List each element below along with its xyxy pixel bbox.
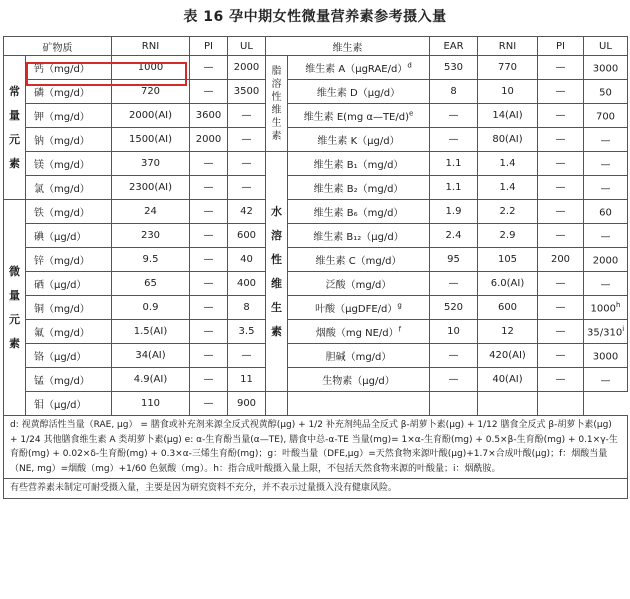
footnote-row [4,416,628,479]
vitamin-ul [584,248,628,272]
vitamin-rni: 1.4 [478,176,538,200]
table-row [4,392,628,416]
footnote-text: d: 视黄醇活性当量（RAE, μg） = 膳食或补充剂来源全反式视黄醇(μg) + 1/2 补充剂纯品全反式 β-胡萝卜素(μg) + 1/12 膳食全反式 β-胡萝卜素(μg) + 1/24 其他膳食维生素 A 类胡萝卜素(μg) e: α-生育酚当量(α—TE), 膳食中总-α-TE 当量(mg)= 1×α-生育酚(mg) + 0.5×β-生育酚(mg) + 0.1×γ-生育酚(mg) + 0.02×δ-生育酚(mg) + 0.3×α-三烯生育酚(mg)；g：叶酸当量（DFE,μg）=天然食物来源叶酸(μg)+1.7×合成叶酸(μg)；f：烟酸当量（NE, mg）=烟酸（mg）+1/60 色氨酸（mg）。h：指合成叶酸摄入量上限，不包括天然食物来源的叶酸量；i：烟酰胺。 [4,416,628,479]
vitamin-ear: — [430,128,478,152]
vitamin-name [288,344,430,368]
vitamin-name [288,272,430,296]
vitamin-ul-text: 700 [595,111,616,123]
category-macro-elements: 常量元素 [4,56,26,200]
vitamin-rni: 10 [478,80,538,104]
table-row [4,296,628,320]
mineral-name: 铁（mg/d） [26,200,112,224]
mineral-ul: — [228,176,266,200]
vitamin-name-text: 胆碱（mg/d） [325,352,392,363]
empty-cell [478,392,538,416]
vitamin-name-footnote-mark: d [407,61,412,70]
vitamin-ear: — [430,368,478,392]
vitamin-ear: 1.1 [430,152,478,176]
category-trace-elements: 微量元素 [4,200,26,416]
vitamin-ul-footnote-mark: h [616,300,621,309]
header-rni: RNI [112,37,190,56]
mineral-ul: 11 [228,368,266,392]
mineral-pi: — [190,320,228,344]
mineral-name: 铬（μg/d） [26,344,112,368]
mineral-pi: 2000 [190,128,228,152]
table-title: 表 16 孕中期女性微量营养素参考摄入量 [183,9,447,25]
vitamin-name [288,248,430,272]
mineral-ul: 600 [228,224,266,248]
table-row [4,344,628,368]
mineral-rni: 2300(AI) [112,176,190,200]
vitamin-ul-text: 3000 [592,351,619,363]
vitamin-pi: — [538,272,584,296]
mineral-rni: 110 [112,392,190,416]
vitamin-ul-text: — [600,183,611,195]
vitamin-ul-text: 1000 [590,303,616,315]
vitamin-name [288,200,430,224]
header-vitamins: 维生素 [266,37,430,56]
vitamin-ul [584,368,628,392]
vitamin-ear: — [430,272,478,296]
table-row [4,128,628,152]
mineral-pi: — [190,80,228,104]
mineral-name: 钼（μg/d） [26,392,112,416]
mineral-name: 铜（mg/d） [26,296,112,320]
table-row [4,176,628,200]
vitamin-ul-text: — [600,135,611,147]
header-ear: EAR [430,37,478,56]
vitamin-pi: — [538,80,584,104]
mineral-pi: 3600 [190,104,228,128]
vitamin-name-text: 生物素（μg/d） [322,376,395,387]
vitamin-ul-text: 60 [599,207,612,219]
vitamin-ul-footnote-mark: i [622,324,625,333]
mineral-rni: 2000(AI) [112,104,190,128]
vitamin-name [288,152,430,176]
vitamin-ul-text: — [600,231,611,243]
empty-cell [430,392,478,416]
vitamin-name-text: 维生素 E(mg α—TE/d) [303,112,409,123]
mineral-ul: 2000 [228,56,266,80]
vitamin-name [288,128,430,152]
category-fat-soluble: 脂溶性维生素 [266,56,288,152]
vitamin-rni: 1.4 [478,152,538,176]
vitamin-name-text: 叶酸（μgDFE/d） [315,304,398,315]
vitamin-ul [584,200,628,224]
vitamin-rni: 105 [478,248,538,272]
mineral-name: 钾（mg/d） [26,104,112,128]
table-row [4,272,628,296]
vitamin-ul [584,272,628,296]
vitamin-name [288,56,430,80]
mineral-rni: 720 [112,80,190,104]
mineral-rni: 4.9(AI) [112,368,190,392]
vitamin-pi: — [538,152,584,176]
vitamin-name-footnote-mark: e [409,109,414,118]
vitamin-ear: — [430,344,478,368]
mineral-pi: — [190,248,228,272]
vitamin-name-footnote-mark: f [398,325,402,334]
table-row [4,104,628,128]
vitamin-rni: 6.0(AI) [478,272,538,296]
mineral-name: 锰（mg/d） [26,368,112,392]
mineral-ul: 3500 [228,80,266,104]
table-row [4,56,628,80]
vitamin-ear: 1.1 [430,176,478,200]
vitamin-pi: — [538,296,584,320]
nutrient-table [3,36,628,499]
note-text: 有些营养素未制定可耐受摄入量，主要是因为研究资料不充分，并不表示过量摄入没有健康风险。 [4,479,628,499]
mineral-rni: 0.9 [112,296,190,320]
table-row [4,368,628,392]
vitamin-rni: 40(AI) [478,368,538,392]
mineral-name: 磷（mg/d） [26,80,112,104]
vitamin-ear: 2.4 [430,224,478,248]
vitamin-rni: 12 [478,320,538,344]
vitamin-rni: 770 [478,56,538,80]
vitamin-pi: — [538,368,584,392]
mineral-pi: — [190,200,228,224]
mineral-name: 硒（μg/d） [26,272,112,296]
vitamin-ul [584,224,628,248]
mineral-ul: 400 [228,272,266,296]
mineral-rni: 1.5(AI) [112,320,190,344]
header-minerals: 矿物质 [4,37,112,56]
vitamin-ul-text: 50 [599,87,612,99]
vitamin-pi: — [538,344,584,368]
mineral-pi: — [190,296,228,320]
vitamin-pi: — [538,104,584,128]
vitamin-ul [584,104,628,128]
vitamin-ul [584,176,628,200]
vitamin-ul [584,320,628,344]
vitamin-rni: 14(AI) [478,104,538,128]
mineral-pi: — [190,224,228,248]
vitamin-ul [584,56,628,80]
mineral-pi: — [190,152,228,176]
vitamin-pi: — [538,128,584,152]
header-vit-ul: UL [584,37,628,56]
vitamin-rni: 600 [478,296,538,320]
mineral-pi: — [190,176,228,200]
header-row [4,37,628,56]
vitamin-name-text: 维生素 B₂（mg/d） [313,184,404,195]
mineral-rni: 230 [112,224,190,248]
vitamin-ul [584,80,628,104]
mineral-pi: — [190,344,228,368]
vitamin-rni: 2.9 [478,224,538,248]
vitamin-name-text: 维生素 B₆（mg/d） [313,208,404,219]
vitamin-name [288,296,430,320]
table-row [4,248,628,272]
mineral-rni: 34(AI) [112,344,190,368]
vitamin-ul-text: 35/310 [587,327,623,339]
vitamin-name-text: 维生素 A（μgRAE/d） [305,64,408,75]
vitamin-name [288,176,430,200]
table-row [4,152,628,176]
vitamin-name-text: 维生素 C（mg/d） [315,256,402,267]
note-row [4,479,628,499]
header-pi: PI [190,37,228,56]
table-row [4,200,628,224]
vitamin-name-text: 泛酸（mg/d） [325,280,392,291]
mineral-pi: — [190,56,228,80]
vitamin-pi: 200 [538,248,584,272]
mineral-ul: 3.5 [228,320,266,344]
mineral-rni: 65 [112,272,190,296]
empty-cell [538,392,584,416]
mineral-pi: — [190,368,228,392]
vitamin-name [288,224,430,248]
mineral-name: 镁（mg/d） [26,152,112,176]
category-water-soluble: 水溶性维生素 [266,152,288,392]
table-row [4,224,628,248]
mineral-pi: — [190,272,228,296]
vitamin-pi: — [538,224,584,248]
vitamin-name [288,320,430,344]
vitamin-name-text: 维生素 K（μg/d） [317,136,400,147]
mineral-ul: 42 [228,200,266,224]
mineral-ul: 900 [228,392,266,416]
mineral-rni: 9.5 [112,248,190,272]
vitamin-name-text: 维生素 B₁（mg/d） [313,160,404,171]
vitamin-name-footnote-mark: g [397,301,402,310]
vitamin-ear: 530 [430,56,478,80]
vitamin-name-text: 烟酸（mg NE/d） [315,328,399,339]
mineral-ul: — [228,152,266,176]
empty-cell [288,392,430,416]
header-ul: UL [228,37,266,56]
mineral-name: 锌（mg/d） [26,248,112,272]
mineral-name: 碘（μg/d） [26,224,112,248]
mineral-ul: — [228,344,266,368]
vitamin-name-text: 维生素 D（μg/d） [316,88,401,99]
vitamin-ul-text: — [600,375,611,387]
vitamin-ear: 10 [430,320,478,344]
mineral-name: 钠（mg/d） [26,128,112,152]
vitamin-rni: 2.2 [478,200,538,224]
header-vit-pi: PI [538,37,584,56]
vitamin-ear: — [430,104,478,128]
mineral-ul: — [228,104,266,128]
mineral-name: 氯（mg/d） [26,176,112,200]
vitamin-name [288,368,430,392]
vitamin-ul [584,152,628,176]
vitamin-ul-text: 3000 [592,63,619,75]
vitamin-ul [584,128,628,152]
mineral-ul: 40 [228,248,266,272]
vitamin-ear: 8 [430,80,478,104]
mineral-rni: 24 [112,200,190,224]
vitamin-pi: — [538,56,584,80]
vitamin-ul-text: 2000 [592,255,619,267]
vitamin-ear: 520 [430,296,478,320]
vitamin-name [288,104,430,128]
mineral-rni: 1000 [112,56,190,80]
vitamin-rni: 420(AI) [478,344,538,368]
header-vit-rni: RNI [478,37,538,56]
vitamin-ear: 95 [430,248,478,272]
vitamin-name [288,80,430,104]
vitamin-name-text: 维生素 B₁₂（μg/d） [313,232,404,243]
vitamin-pi: — [538,176,584,200]
vitamin-ear: 1.9 [430,200,478,224]
vitamin-pi: — [538,320,584,344]
mineral-rni: 1500(AI) [112,128,190,152]
vitamin-ul [584,344,628,368]
vitamin-ul [584,296,628,320]
table-row [4,80,628,104]
mineral-pi: — [190,392,228,416]
mineral-ul: 8 [228,296,266,320]
vitamin-pi: — [538,200,584,224]
vitamin-ul-text: — [600,159,611,171]
mineral-name: 钙（mg/d） [26,56,112,80]
mineral-ul: — [228,128,266,152]
table-row [4,320,628,344]
mineral-rni: 370 [112,152,190,176]
vitamin-rni: 80(AI) [478,128,538,152]
empty-cell [266,392,288,416]
vitamin-ul-text: — [600,279,611,291]
mineral-name: 氟（mg/d） [26,320,112,344]
